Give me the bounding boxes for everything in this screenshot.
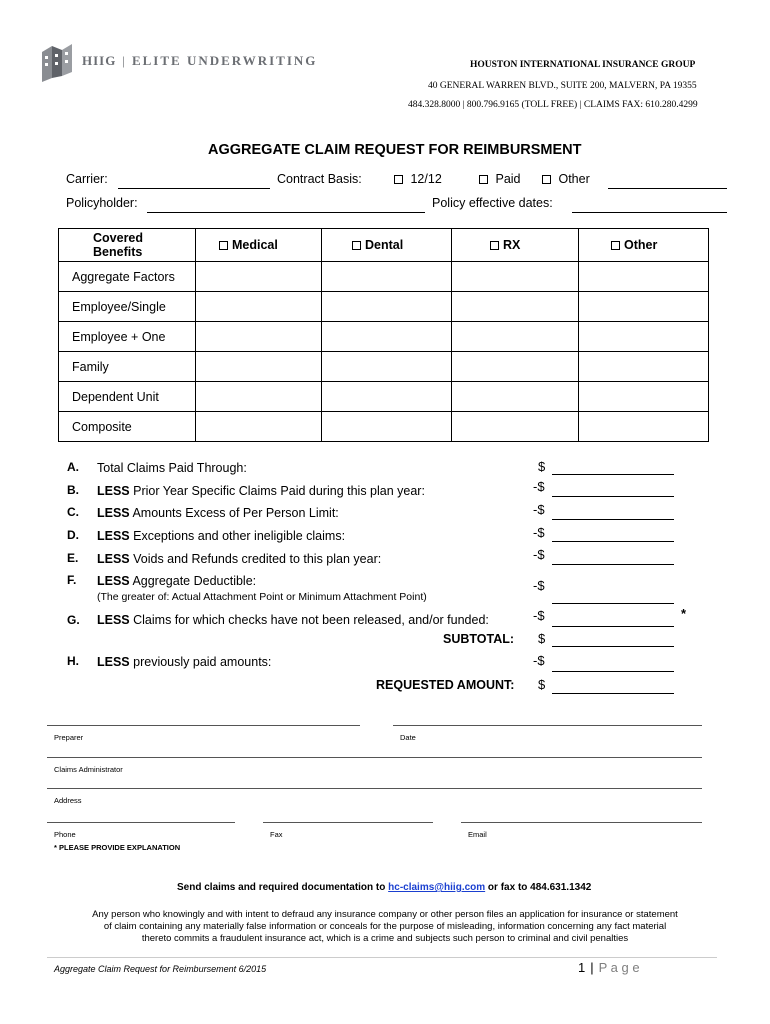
line-c-sign: -$ [533,502,545,517]
email-field[interactable] [461,822,702,823]
phone-label: Phone [54,830,76,839]
option-other[interactable]: Other [542,172,590,186]
other-field[interactable] [608,188,727,189]
table-cell[interactable] [579,322,709,352]
explanation-note: * PLEASE PROVIDE EXPLANATION [54,843,181,852]
table-row [59,262,709,292]
phone-field[interactable] [47,822,235,823]
line-h-text: LESS previously paid amounts: [97,655,272,669]
row-label: Family [59,352,196,382]
checkbox-icon[interactable] [611,241,620,250]
table-header-row [59,229,709,262]
line-b-sign: -$ [533,479,545,494]
table-cell[interactable] [322,352,452,382]
table-cell[interactable] [196,412,322,442]
table-cell[interactable] [579,382,709,412]
claims-email-link[interactable]: hc-claims@hiig.com [388,882,486,893]
line-e-letter: E. [67,551,79,565]
company-address: 40 GENERAL WARREN BLVD., SUITE 200, MALVERN, PA 19355 [428,81,697,91]
policy-dates-label: Policy effective dates: [432,196,553,210]
footer-divider [47,957,717,958]
table-cell[interactable] [322,412,452,442]
requested-amount-label: REQUESTED AMOUNT: [376,678,515,692]
line-f-note: (The greater of: Actual Attachment Point or Minimum Attachment Point) [97,591,427,603]
line-h-letter: H. [67,654,79,668]
table-cell[interactable] [452,262,579,292]
requested-amount-sign: $ [538,677,546,692]
line-b-amount[interactable] [552,496,674,497]
line-d-letter: D. [67,528,79,542]
line-f-letter: F. [67,573,77,587]
hiig-logo-icon [40,42,74,82]
line-b-letter: B. [67,483,79,497]
row-label: Composite [59,412,196,442]
company-phones: 484.328.8000 | 800.796.9165 (TOLL FREE) | CLAIMS FAX: 610.280.4299 [408,100,698,110]
line-a-letter: A. [67,460,79,474]
claims-admin-field[interactable] [47,757,702,758]
line-a-sign: $ [538,459,546,474]
table-row [59,382,709,412]
fraud-line: Any person who knowingly and with intent to defraud any insurance company or other person files an application for insurance or statement [92,909,678,920]
line-f-amount[interactable] [552,603,674,604]
table-cell[interactable] [452,322,579,352]
fax-field[interactable] [263,822,433,823]
line-c-letter: C. [67,505,79,519]
line-g-letter: G. [67,613,80,627]
table-cell[interactable] [322,262,452,292]
fraud-line: thereto commits a fraudulent insurance act, which is a crime and subjects such person to criminal and civil penalties [141,933,629,944]
benefits-table [58,228,709,442]
company-name: HOUSTON INTERNATIONAL INSURANCE GROUP [470,60,696,70]
line-d-text: LESS Exceptions and other ineligible claims: [97,529,346,543]
table-cell[interactable] [322,292,452,322]
table-cell[interactable] [579,292,709,322]
checkbox-icon[interactable] [394,175,403,184]
logo-text: HIIG | ELITE UNDERWRITING [82,53,318,68]
table-cell[interactable] [196,352,322,382]
line-f-sign: -$ [533,578,545,593]
table-cell[interactable] [196,322,322,352]
table-cell[interactable] [452,382,579,412]
policyholder-label: Policyholder: [66,196,138,210]
table-cell[interactable] [452,292,579,322]
line-d-sign: -$ [533,525,545,540]
table-cell[interactable] [322,322,452,352]
checkbox-icon[interactable] [219,241,228,250]
line-h-sign: -$ [533,653,545,668]
table-cell[interactable] [452,412,579,442]
fraud-line: of claim containing any materially false information or conceals for the purpose of misleading, information concerning any fact material [103,921,667,932]
address-label: Address [54,796,82,805]
checkbox-icon[interactable] [542,175,551,184]
claims-admin-label: Claims Administrator [54,765,123,774]
table-cell[interactable] [452,352,579,382]
line-f-text: LESS Aggregate Deductible: [97,574,257,588]
table-row [59,412,709,442]
row-label: Dependent Unit [59,382,196,412]
policy-dates-field[interactable] [572,212,727,213]
contract-basis-label: Contract Basis: [277,172,362,186]
line-d-amount[interactable] [552,541,674,542]
subtotal-sign: $ [538,631,546,646]
table-cell[interactable] [196,292,322,322]
medical-header[interactable]: Medical [196,229,322,262]
checkbox-icon[interactable] [479,175,488,184]
line-c-text: LESS Amounts Excess of Per Person Limit: [97,506,339,520]
table-cell[interactable] [196,262,322,292]
table-row [59,322,709,352]
carrier-field[interactable] [118,188,270,189]
other-header[interactable]: Other [579,229,709,262]
line-g-asterisk: * [681,606,687,621]
line-c-amount[interactable] [552,519,674,520]
subtotal-amount[interactable] [552,646,674,647]
table-row [59,352,709,382]
row-label: Aggregate Factors [59,262,196,292]
line-b-text: LESS Prior Year Specific Claims Paid during this plan year: [97,484,425,498]
line-a-amount[interactable] [552,474,674,475]
line-g-amount[interactable] [552,626,674,627]
footer-page-number: 1 | P a g e [578,960,640,975]
preparer-label: Preparer [54,733,84,742]
rx-header[interactable]: RX [452,229,579,262]
line-g-text: LESS Claims for which checks have not been released, and/or funded: [97,613,489,627]
table-cell[interactable] [196,382,322,412]
fax-label: Fax [270,830,283,839]
line-g-sign: -$ [533,608,545,623]
line-a-text: Total Claims Paid Through: [97,461,247,475]
dental-header[interactable]: Dental [322,229,452,262]
checkbox-icon[interactable] [352,241,361,250]
fraud-warning [40,909,730,945]
hiig-logo [40,42,74,82]
option-paid[interactable]: Paid [479,172,521,186]
option-1212[interactable]: 12/12 [394,172,442,186]
table-cell[interactable] [579,352,709,382]
carrier-label: Carrier: [66,172,108,186]
address-field[interactable] [47,788,702,789]
date-field[interactable] [393,725,702,726]
row-label: Employee/Single [59,292,196,322]
subtotal-label: SUBTOTAL: [443,632,515,646]
table-cell[interactable] [322,382,452,412]
table-cell[interactable] [579,262,709,292]
page-title: AGGREGATE CLAIM REQUEST FOR REIMBURSMENT [208,142,582,158]
preparer-field[interactable] [47,725,360,726]
table-cell[interactable] [579,412,709,442]
email-label: Email [468,830,487,839]
table-row [59,292,709,322]
covered-benefits-header: Covered Benefits [59,229,196,262]
footer-doc-title: Aggregate Claim Request for Reimbursement 6/2015 [54,964,267,974]
line-e-sign: -$ [533,547,545,562]
line-h-amount[interactable] [552,671,674,672]
date-label: Date [400,733,416,742]
line-e-amount[interactable] [552,564,674,565]
row-label: Employee + One [59,322,196,352]
requested-amount-field[interactable] [552,693,674,694]
line-e-text: LESS Voids and Refunds credited to this plan year: [97,552,382,566]
send-instructions: Send claims and required documentation to hc-claims@hiig.com or fax to 484.631.1342 [177,882,592,893]
checkbox-icon[interactable] [490,241,499,250]
policyholder-field[interactable] [147,212,425,213]
